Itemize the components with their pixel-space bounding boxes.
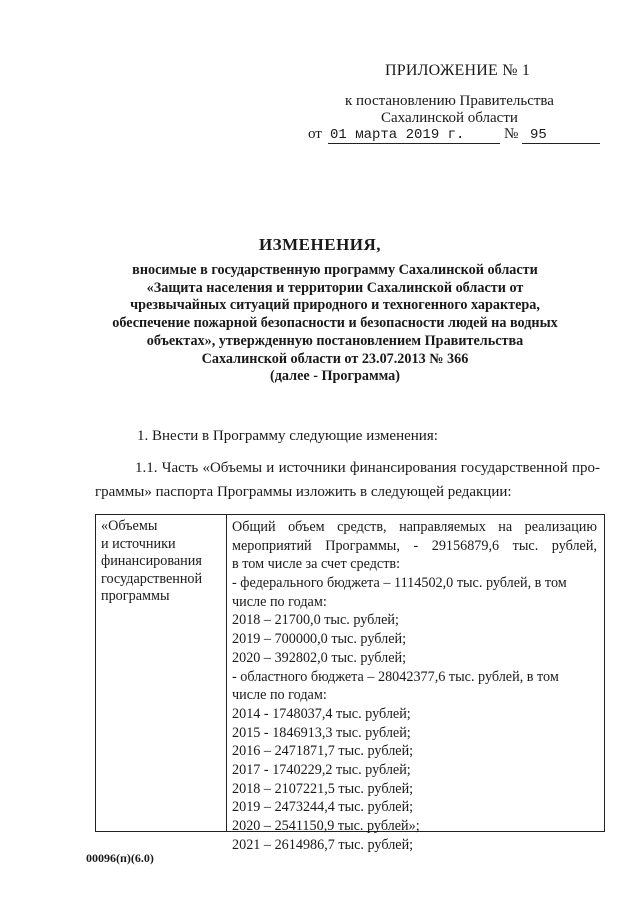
- right-cell-line: 2016 – 2471871,7 тыс. рублей;: [232, 743, 414, 760]
- subtitle-line: (далее - Программа): [270, 368, 400, 385]
- resolution-date: 01 марта 2019 г.: [330, 127, 465, 143]
- right-cell-line: 2020 – 2541150,9 тыс. рублей»;: [232, 818, 420, 834]
- appendix-region-line: Сахалинской области: [381, 110, 518, 126]
- right-cell-line: в том числе за счет средств:: [232, 556, 401, 573]
- document-title: ИЗМЕНЕНИЯ,: [258, 235, 382, 254]
- number-underline: [522, 143, 600, 144]
- right-cell-line: 2017 - 1740229,2 тыс. рублей;: [232, 761, 411, 778]
- date-prefix: от: [308, 126, 322, 142]
- resolution-date-row: [308, 124, 608, 146]
- right-cell-line: мероприятий Программы, - 29156879,6 тыс. рублей,: [232, 537, 597, 554]
- subtitle-line: «Защита населения и территории Сахалинской области от: [146, 279, 524, 296]
- number-prefix: №: [504, 126, 519, 142]
- right-cell-line: - федерального бюджета – 1114502,0 тыс. рублей, в том: [232, 575, 567, 592]
- right-cell-line: 2018 – 21700,0 тыс. рублей;: [232, 612, 399, 629]
- subtitle-line: обеспечение пожарной безопасности и безопасности людей на водных: [112, 315, 558, 332]
- subtitle-line: вносимые в государственную программу Сахалинской области: [132, 262, 538, 278]
- appendix-title: ПРИЛОЖЕНИЕ № 1: [385, 62, 531, 79]
- item-1: 1. Внести в Программу следующие изменения:: [137, 428, 438, 444]
- left-cell-line: финансирования: [101, 553, 202, 569]
- left-cell-line: государственной: [101, 570, 203, 587]
- resolution-number: 95: [530, 127, 547, 143]
- table-left-cell: [101, 518, 223, 606]
- right-cell-line: Общий объем средств, направляемых на реализацию: [232, 519, 597, 535]
- item-1-1: 1.1. Часть «Объемы и источники финансирования государственной про-граммы» паспорта Программы изложить в следующей редакции:: [95, 460, 600, 500]
- right-cell-line: 2020 – 392802,0 тыс. рублей;: [232, 649, 407, 666]
- right-cell-line: 2019 – 700000,0 тыс. рублей;: [232, 631, 407, 648]
- right-cell-line: 2021 – 2614986,7 тыс. рублей;: [232, 836, 414, 853]
- table-column-divider: [226, 515, 227, 831]
- subtitle-line: Сахалинской области от 23.07.2013 № 366: [201, 350, 469, 367]
- right-cell-line: - областного бюджета – 28042377,6 тыс. рублей, в том: [232, 668, 559, 685]
- right-cell-line: 2014 - 1748037,4 тыс. рублей;: [232, 705, 411, 722]
- right-cell-line: 2019 – 2473244,4 тыс. рублей;: [232, 799, 414, 816]
- subtitle-line: чрезвычайных ситуаций природного и техногенного характера,: [130, 297, 540, 314]
- left-cell-line: «Объемы: [101, 518, 158, 534]
- table-right-cell: [232, 518, 597, 854]
- subtitle-line: объектах», утвержденную постановлением Правительства: [146, 332, 524, 349]
- right-cell-line: числе по годам:: [232, 687, 327, 704]
- left-cell-line: и источники: [101, 535, 176, 552]
- right-cell-line: числе по годам:: [232, 593, 327, 610]
- right-cell-line: 2015 - 1846913,3 тыс. рублей;: [232, 724, 411, 741]
- funding-table: [95, 514, 605, 853]
- date-underline: [328, 143, 500, 144]
- document-code: 00096(п)(6.0): [86, 851, 154, 865]
- document-subtitle: [100, 262, 570, 386]
- left-cell-line: программы: [101, 588, 170, 604]
- right-cell-line: 2018 – 2107221,5 тыс. рублей;: [232, 780, 414, 797]
- appendix-resolution-line: к постановлению Правительства: [345, 93, 554, 109]
